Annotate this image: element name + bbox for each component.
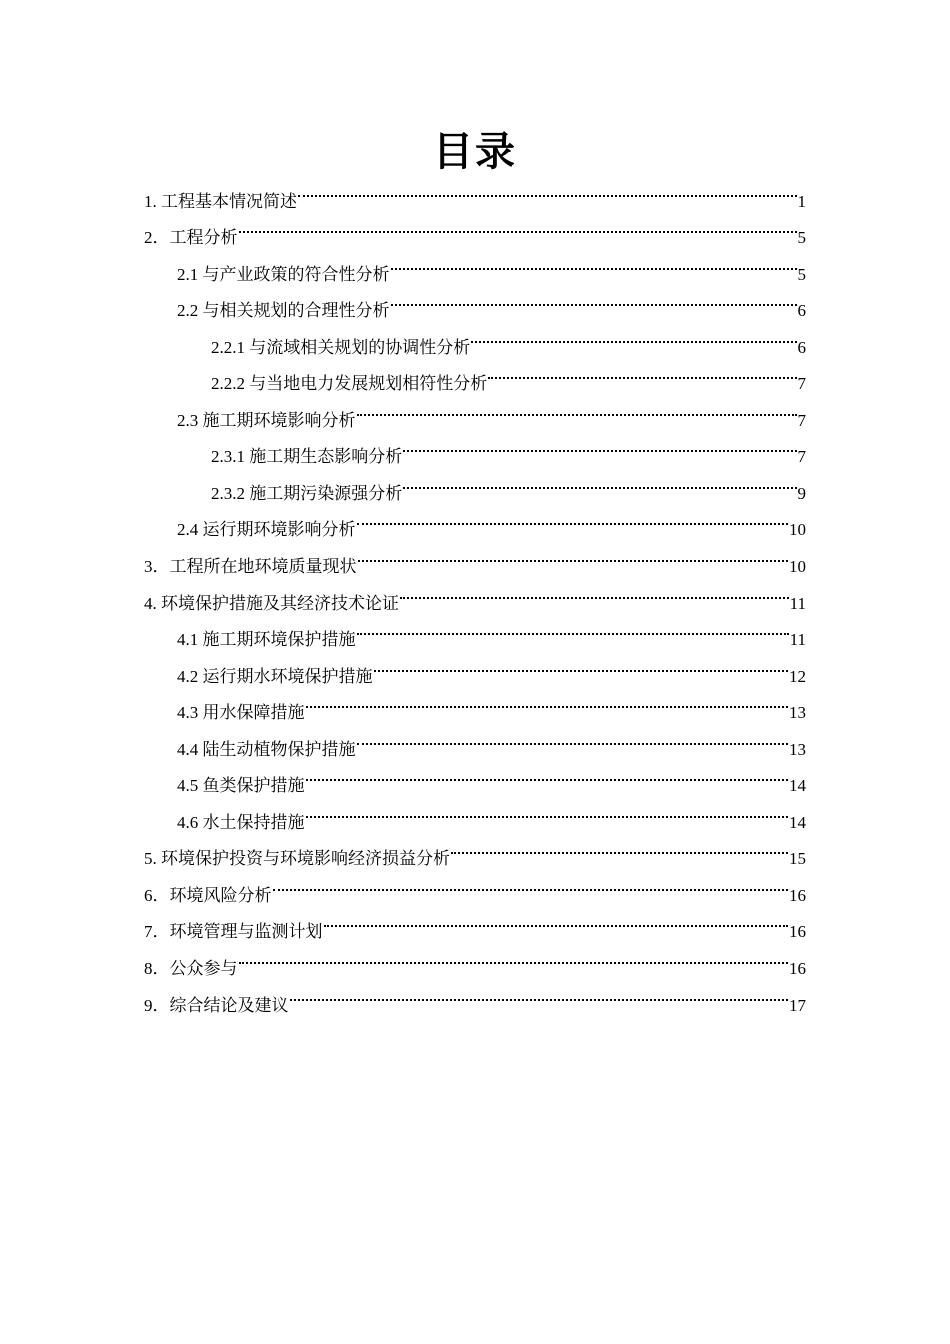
toc-entry-label: 4.3 用水保障措施 [177,703,305,723]
toc-entry-page-number: 7 [797,410,806,430]
toc-entry-page-number: 16 [789,922,806,942]
dot-leader [471,316,796,353]
dot-leader [357,718,789,755]
toc-entry-page-number: 13 [789,739,806,759]
toc-entry-page-number: 9 [797,483,806,503]
dot-leader [298,170,797,207]
toc-entry-label: 4.1 施工期环境保护措施 [177,630,356,650]
toc-entry-page-number: 12 [789,666,806,686]
toc-entry-page-number: 5 [797,228,806,248]
dot-leader [488,353,796,390]
toc-entry-page-number: 6 [797,337,806,357]
toc-entry-label: 2．工程分析 [144,228,238,248]
toc-entry-label: 2.2.2 与当地电力发展规划相符性分析 [211,374,488,394]
toc-entry-label: 4.2 运行期水环境保护措施 [177,666,373,686]
toc-entry-label: 2.3.2 施工期污染源强分析 [211,483,403,503]
dot-leader [239,207,797,244]
dot-leader [391,280,797,317]
toc-entry-label: 5. 环境保护投资与环境影响经济损益分析 [144,849,450,869]
dot-leader [357,609,789,646]
table-of-contents [144,170,806,1015]
dot-leader [357,389,797,426]
dot-leader [358,535,789,572]
toc-entry-label: 2.2.1 与流域相关规划的协调性分析 [211,337,471,357]
toc-entry[interactable] [144,937,806,979]
toc-entry-page-number: 17 [789,995,806,1015]
toc-entry-page-number: 10 [789,557,806,577]
toc-entry-label: 4.4 陆生动植物保护措施 [177,739,356,759]
toc-entry-page-number: 11 [789,593,806,613]
dot-leader [324,901,789,938]
toc-entry-page-number: 14 [789,812,806,832]
toc-entry-label: 4.6 水土保持措施 [177,812,305,832]
toc-entry[interactable] [144,243,806,284]
dot-leader [403,462,796,499]
dot-leader [391,243,797,280]
toc-entry-label: 8．公众参与 [144,959,238,979]
dot-leader [357,499,789,536]
toc-entry-label: 4. 环境保护措施及其经济技术论证 [144,593,399,613]
dot-leader [403,426,796,463]
dot-leader [400,572,789,609]
toc-entry-page-number: 6 [797,301,806,321]
toc-entry-page-number: 11 [789,630,806,650]
toc-entry-page-number: 7 [797,447,806,467]
toc-entry-page-number: 10 [789,520,806,540]
toc-entry[interactable] [144,207,806,248]
dot-leader [306,682,789,719]
dot-leader [451,828,788,865]
dot-leader [290,974,789,1011]
toc-entry-page-number: 5 [797,264,806,284]
dot-leader [306,791,789,828]
toc-entry-label: 6．环境风险分析 [144,885,272,905]
toc-entry-label: 4.5 鱼类保护措施 [177,776,305,796]
toc-entry-page-number: 7 [797,374,806,394]
toc-entry-page-number: 1 [797,191,806,211]
toc-entry[interactable] [144,170,806,211]
toc-entry-page-number: 13 [789,703,806,723]
dot-leader [273,864,789,901]
toc-entry-label: 7．环境管理与监测计划 [144,922,323,942]
toc-entry-label: 2.3.1 施工期生态影响分析 [211,447,403,467]
toc-entry-label: 2.2 与相关规划的合理性分析 [177,301,390,321]
toc-entry[interactable] [144,974,806,1015]
dot-leader [374,645,789,682]
toc-entry-page-number: 16 [789,885,806,905]
page-title: 目录 [433,129,517,175]
toc-entry-page-number: 16 [789,959,806,979]
toc-entry-page-number: 15 [789,849,806,869]
toc-entry-label: 1. 工程基本情况简述 [144,191,297,211]
toc-entry-label: 2.3 施工期环境影响分析 [177,410,356,430]
dot-leader [306,755,789,792]
toc-entry-label: 3．工程所在地环境质量现状 [144,557,357,577]
toc-entry-page-number: 14 [789,776,806,796]
toc-entry-label: 2.1 与产业政策的符合性分析 [177,264,390,284]
toc-entry-label: 2.4 运行期环境影响分析 [177,520,356,540]
toc-entry-label: 9．综合结论及建议 [144,995,289,1015]
dot-leader [239,937,789,974]
